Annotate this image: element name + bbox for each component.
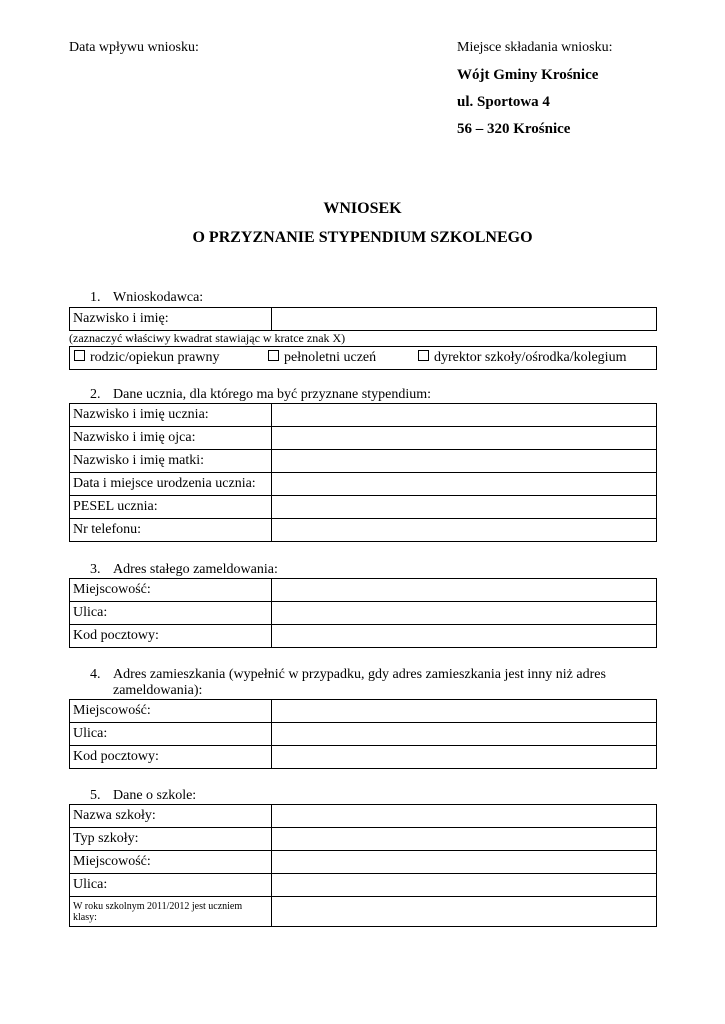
- row-label: Kod pocztowy:: [70, 746, 272, 769]
- row-label: Nazwisko i imię matki:: [70, 450, 272, 473]
- document-subtitle: O PRZYZNANIE STYPENDIUM SZKOLNEGO: [192, 229, 533, 246]
- section-2-heading: [90, 387, 670, 403]
- row-label: Nazwisko i imię ojca:: [70, 427, 272, 450]
- table-row: [70, 496, 657, 519]
- section-number: 4.: [90, 667, 101, 682]
- mother-name-field[interactable]: [272, 450, 657, 473]
- submission-place: [457, 40, 613, 148]
- row-label: Nazwa szkoły:: [70, 805, 272, 828]
- table-row: [70, 519, 657, 542]
- student-name-field[interactable]: [272, 404, 657, 427]
- checkbox-icon[interactable]: [418, 350, 429, 361]
- section-title: Wnioskodawca:: [113, 290, 204, 305]
- table-row: [70, 473, 657, 496]
- document-title: WNIOSEK: [323, 200, 402, 217]
- table-row: [70, 746, 657, 769]
- row-label: Nazwisko i imię ucznia:: [70, 404, 272, 427]
- section-title-continued: zameldowania):: [113, 683, 203, 698]
- student-data-table: [69, 403, 657, 542]
- row-label: Typ szkoły:: [70, 828, 272, 851]
- table-row: [70, 427, 657, 450]
- table-row: [70, 723, 657, 746]
- row-label: Ulica:: [70, 723, 272, 746]
- residence-address-table: [69, 699, 657, 769]
- checkbox-instruction: (zaznaczyć właściwy kwadrat stawiając w kratce znak X): [69, 331, 346, 345]
- table-row: [70, 828, 657, 851]
- school-data-table: [69, 804, 657, 927]
- row-label: W roku szkolnym 2011/2012 jest uczniem klasy:: [70, 897, 272, 927]
- table-row: [70, 874, 657, 897]
- school-city-field[interactable]: [272, 851, 657, 874]
- option-parent[interactable]: [74, 350, 219, 366]
- row-label: Miejscowość:: [70, 851, 272, 874]
- checkbox-icon[interactable]: [268, 350, 279, 361]
- registered-postcode-field[interactable]: [272, 625, 657, 648]
- row-label: Miejscowość:: [70, 579, 272, 602]
- option-adult-student[interactable]: [268, 350, 376, 366]
- table-row: [70, 602, 657, 625]
- row-label: Miejscowość:: [70, 700, 272, 723]
- row-label: Nr telefonu:: [70, 519, 272, 542]
- table-row: [70, 625, 657, 648]
- registered-city-field[interactable]: [272, 579, 657, 602]
- table-row: [70, 700, 657, 723]
- section-3-heading: [90, 562, 670, 578]
- submission-place-label: Miejsce składania wniosku:: [457, 40, 613, 55]
- residence-city-field[interactable]: [272, 700, 657, 723]
- office-city: 56 – 320 Krośnice: [457, 121, 571, 137]
- applicant-name-field[interactable]: [272, 308, 657, 331]
- section-number: 1.: [90, 290, 101, 305]
- section-1-heading: [90, 290, 670, 306]
- option-label: dyrektor szkoły/ośrodka/kolegium: [434, 350, 627, 365]
- birth-date-place-field[interactable]: [272, 473, 657, 496]
- table-row: [70, 308, 657, 331]
- section-title: Adres zamieszkania (wypełnić w przypadku, gdy adres zamieszkania jest inny niż adres: [113, 667, 606, 682]
- school-street-field[interactable]: [272, 874, 657, 897]
- residence-street-field[interactable]: [272, 723, 657, 746]
- section-number: 5.: [90, 788, 101, 803]
- section-4-heading: [90, 667, 670, 699]
- table-row: [70, 579, 657, 602]
- applicant-name-label: Nazwisko i imię:: [70, 308, 272, 331]
- office-street: ul. Sportowa 4: [457, 94, 550, 110]
- section-number: 3.: [90, 562, 101, 577]
- table-row: [70, 450, 657, 473]
- applicant-table: [69, 307, 657, 331]
- residence-postcode-field[interactable]: [272, 746, 657, 769]
- option-label: pełnoletni uczeń: [284, 350, 377, 365]
- school-name-field[interactable]: [272, 805, 657, 828]
- section-title: Dane ucznia, dla którego ma być przyznane stypendium:: [113, 387, 431, 402]
- registered-address-table: [69, 578, 657, 648]
- table-row: [70, 851, 657, 874]
- phone-field[interactable]: [272, 519, 657, 542]
- section-number: 2.: [90, 387, 101, 402]
- school-class-field[interactable]: [272, 897, 657, 927]
- applicant-type-options: [69, 346, 657, 370]
- father-name-field[interactable]: [272, 427, 657, 450]
- office-name: Wójt Gminy Krośnice: [457, 67, 599, 83]
- section-title: Adres stałego zameldowania:: [113, 562, 278, 577]
- row-label: Ulica:: [70, 602, 272, 625]
- option-director[interactable]: [418, 350, 626, 366]
- row-label: Data i miejsce urodzenia ucznia:: [70, 473, 272, 496]
- row-label: PESEL ucznia:: [70, 496, 272, 519]
- pesel-field[interactable]: [272, 496, 657, 519]
- option-label: rodzic/opiekun prawny: [90, 350, 220, 365]
- section-title: Dane o szkole:: [113, 788, 197, 803]
- table-row: [70, 897, 657, 927]
- row-label: Kod pocztowy:: [70, 625, 272, 648]
- section-5-heading: [90, 788, 670, 804]
- registered-street-field[interactable]: [272, 602, 657, 625]
- table-row: [70, 805, 657, 828]
- table-row: [70, 404, 657, 427]
- receipt-date-label: Data wpływu wniosku:: [69, 40, 199, 55]
- row-label: Ulica:: [70, 874, 272, 897]
- checkbox-icon[interactable]: [74, 350, 85, 361]
- school-type-field[interactable]: [272, 828, 657, 851]
